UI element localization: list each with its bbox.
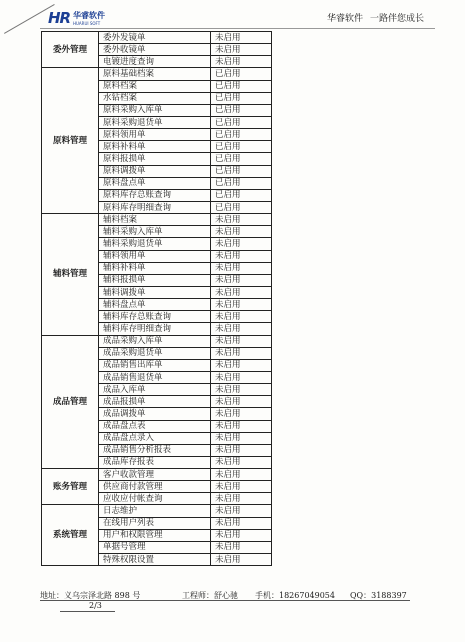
item-cell: 供应商付款管理 xyxy=(99,481,211,493)
item-cell: 成品调拨单 xyxy=(99,408,211,420)
item-cell: 委外发镜单 xyxy=(99,32,211,44)
item-cell: 电镀进度查询 xyxy=(99,56,211,68)
footer-engineer: 工程师：舒心驰 xyxy=(182,591,238,600)
item-cell: 单据号管理 xyxy=(99,541,211,553)
item-cell: 成品库存报表 xyxy=(99,456,211,468)
status-cell: 未启用 xyxy=(211,335,272,347)
status-cell: 未启用 xyxy=(211,493,272,505)
status-cell: 未启用 xyxy=(211,347,272,359)
item-cell: 辅料库存总账查询 xyxy=(99,311,211,323)
status-cell: 未启用 xyxy=(211,44,272,56)
table-row xyxy=(42,469,272,481)
item-cell: 辅料库存明细查询 xyxy=(99,323,211,335)
item-cell: 辅料调拨单 xyxy=(99,286,211,298)
header-company: 华睿软件 xyxy=(327,14,364,24)
status-cell: 已启用 xyxy=(211,68,272,80)
table-row xyxy=(42,505,272,517)
status-cell: 未启用 xyxy=(211,517,272,529)
status-cell: 未启用 xyxy=(211,274,272,286)
item-cell: 辅料采购退货单 xyxy=(99,238,211,250)
item-cell: 原料库存总账查询 xyxy=(99,189,211,201)
status-cell: 未启用 xyxy=(211,359,272,371)
item-cell: 日志维护 xyxy=(99,505,211,517)
item-cell: 原料基础档案 xyxy=(99,68,211,80)
status-cell: 已启用 xyxy=(211,177,272,189)
status-cell: 未启用 xyxy=(211,420,272,432)
item-cell: 委外收镜单 xyxy=(99,44,211,56)
item-cell: 水钻档案 xyxy=(99,92,211,104)
status-cell: 已启用 xyxy=(211,129,272,141)
status-cell: 未启用 xyxy=(211,371,272,383)
category-cell: 辅料管理 xyxy=(42,214,99,335)
status-cell: 已启用 xyxy=(211,92,272,104)
item-cell: 成品盘点表 xyxy=(99,420,211,432)
footer-qq: QQ：3188397 xyxy=(350,591,407,600)
status-cell: 未启用 xyxy=(211,408,272,420)
status-cell: 未启用 xyxy=(211,481,272,493)
category-cell: 委外管理 xyxy=(42,32,99,68)
status-cell: 已启用 xyxy=(211,80,272,92)
item-cell: 成品采购退货单 xyxy=(99,347,211,359)
item-cell: 成品入库单 xyxy=(99,384,211,396)
status-cell: 未启用 xyxy=(211,56,272,68)
status-cell: 未启用 xyxy=(211,505,272,517)
status-cell: 未启用 xyxy=(211,214,272,226)
status-cell: 未启用 xyxy=(211,444,272,456)
status-cell: 未启用 xyxy=(211,226,272,238)
item-cell: 辅料盘点单 xyxy=(99,299,211,311)
category-cell: 成品管理 xyxy=(42,335,99,469)
footer-address: 地址：义乌宗泽北路 898 号 xyxy=(40,591,141,600)
page-number: 2/3 xyxy=(89,601,102,610)
status-cell: 未启用 xyxy=(211,554,272,566)
item-cell: 成品销售分析报表 xyxy=(99,444,211,456)
item-cell: 应收应付帐查询 xyxy=(99,493,211,505)
company-logo xyxy=(48,8,130,30)
status-cell: 未启用 xyxy=(211,262,272,274)
logo-english-name: HUARUI SOFT xyxy=(73,21,101,26)
status-cell: 未启用 xyxy=(211,299,272,311)
status-cell: 未启用 xyxy=(211,250,272,262)
status-cell: 已启用 xyxy=(211,165,272,177)
status-cell: 未启用 xyxy=(211,32,272,44)
logo-chinese-name: 华睿软件 xyxy=(73,11,105,20)
item-cell: 原料采购入库单 xyxy=(99,104,211,116)
category-cell: 账务管理 xyxy=(42,469,99,505)
page-number-underline xyxy=(60,611,115,612)
item-cell: 成品报损单 xyxy=(99,396,211,408)
table-row xyxy=(42,335,272,347)
item-cell: 在线用户列表 xyxy=(99,517,211,529)
item-cell: 成品采购入库单 xyxy=(99,335,211,347)
item-cell: 原料采购退货单 xyxy=(99,116,211,128)
item-cell: 原料档案 xyxy=(99,80,211,92)
module-table-body xyxy=(42,32,272,566)
item-cell: 原料库存明细查询 xyxy=(99,201,211,213)
status-cell: 未启用 xyxy=(211,529,272,541)
item-cell: 成品销售退货单 xyxy=(99,371,211,383)
status-cell: 未启用 xyxy=(211,384,272,396)
item-cell: 原料调拨单 xyxy=(99,165,211,177)
item-cell: 辅料档案 xyxy=(99,214,211,226)
status-cell: 已启用 xyxy=(211,189,272,201)
status-cell: 已启用 xyxy=(211,104,272,116)
status-cell: 未启用 xyxy=(211,238,272,250)
status-cell: 未启用 xyxy=(211,469,272,481)
item-cell: 辅料领用单 xyxy=(99,250,211,262)
table-row xyxy=(42,214,272,226)
status-cell: 未启用 xyxy=(211,456,272,468)
item-cell: 客户收款管理 xyxy=(99,469,211,481)
status-cell: 未启用 xyxy=(211,311,272,323)
item-cell: 成品销售出库单 xyxy=(99,359,211,371)
item-cell: 成品盘点录入 xyxy=(99,432,211,444)
header-slogan: 一路伴您成长 xyxy=(370,14,425,24)
item-cell: 辅料补料单 xyxy=(99,262,211,274)
footer-phone: 手机：18267049054 xyxy=(255,591,335,600)
status-cell: 已启用 xyxy=(211,116,272,128)
item-cell: 用户和权限管理 xyxy=(99,529,211,541)
status-cell: 已启用 xyxy=(211,153,272,165)
item-cell: 原料盘点单 xyxy=(99,177,211,189)
item-cell: 原料报损单 xyxy=(99,153,211,165)
status-cell: 已启用 xyxy=(211,201,272,213)
table-row xyxy=(42,32,272,44)
item-cell: 特殊权限设置 xyxy=(99,554,211,566)
status-cell: 未启用 xyxy=(211,286,272,298)
category-cell: 系统管理 xyxy=(42,505,99,566)
status-cell: 未启用 xyxy=(211,323,272,335)
logo-mark: HR xyxy=(48,9,71,27)
item-cell: 原料领用单 xyxy=(99,129,211,141)
status-cell: 已启用 xyxy=(211,141,272,153)
item-cell: 原料补料单 xyxy=(99,141,211,153)
item-cell: 辅料采购入库单 xyxy=(99,226,211,238)
table-row xyxy=(42,68,272,80)
status-cell: 未启用 xyxy=(211,396,272,408)
category-cell: 原料管理 xyxy=(42,68,99,214)
status-cell: 未启用 xyxy=(211,432,272,444)
header-divider xyxy=(40,28,435,29)
status-cell: 未启用 xyxy=(211,541,272,553)
module-status-table xyxy=(41,31,272,566)
item-cell: 辅料报损单 xyxy=(99,274,211,286)
